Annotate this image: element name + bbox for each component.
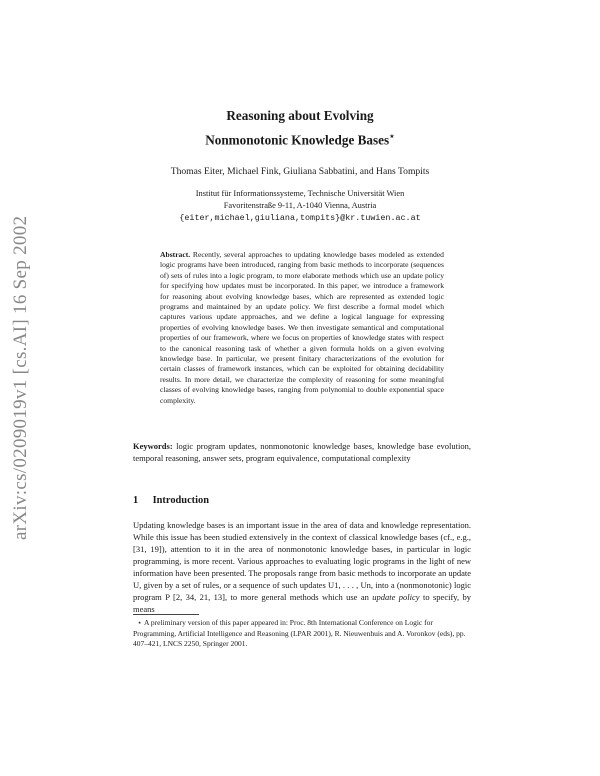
footnote-divider	[133, 614, 199, 615]
footnote-text: A preliminary version of this paper appeared in: Proc. 8th International Conference on Logic for Programming, Artificial Intelligence and Reasoning (LPAR 2001), R. Nieuwenhuis and A. Voronkov (eds), pp. 407–421, LNCS 2250, Springer 2001.	[133, 618, 466, 648]
introduction-paragraph	[133, 519, 471, 615]
footnote	[133, 618, 471, 650]
title-line-1: Reasoning about Evolving	[226, 108, 374, 123]
keywords-label: Keywords:	[133, 441, 173, 451]
arxiv-identifier: arXiv:cs/0209019v1 [cs.AI] 16 Sep 2002	[10, 215, 31, 540]
title-line-2	[120, 126, 480, 150]
address: Favoritenstraße 9-11, A-1040 Vienna, Austria	[223, 201, 377, 210]
keywords	[133, 440, 471, 464]
affiliation	[100, 188, 500, 224]
email-addresses: {eiter,michael,giuliana,tompits}@kr.tuwien.ac.at	[179, 213, 421, 223]
keywords-text: logic program updates, nonmonotonic knowledge bases, knowledge base evolution, temporal reasoning, answer sets, program equivalence, computational complexity	[133, 441, 472, 463]
intro-text-part1: Updating knowledge bases is an important issue in the area of data and knowledge representation. While this issue has been studied extensively in the context of classical knowledge bases (cf., e.g., [31, 19]), attention to it in the area of nonmonotonic knowledge bases, in particular in logic programming, is more recent. Various approaches to evaluating logic programs in the light of new information have been presented. The proposals range from basic methods to incorporate an update U, given by a set of rules, or a sequence of such updates U1, . . . , Un, into a (nonmonotonic) logic program P [2, 34, 21, 13], to more general methods which use an	[133, 520, 471, 602]
abstract	[160, 250, 444, 406]
section-heading	[133, 495, 471, 506]
arxiv-side-stamp	[8, 195, 32, 540]
section-number: 1	[133, 495, 139, 506]
section-title: Introduction	[152, 495, 210, 506]
institute: Institut für Informationssysteme, Technische Universität Wien	[195, 189, 405, 198]
author-list: Thomas Eiter, Michael Fink, Giuliana Sabbatini, and Hans Tompits	[170, 166, 430, 177]
title-footnote-marker: ⋆	[389, 131, 395, 141]
intro-emphasis: update policy	[372, 592, 420, 602]
footnote-marker: ⋆	[137, 618, 142, 627]
abstract-text: Recently, several approaches to updating knowledge bases modeled as extended logic programs have been introduced, ranging from basic methods to incorporate (sequences of) sets of rules into a logic program, to more elaborate methods which use an update policy for specifying how updates must be incorporated. In this paper, we introduce a framework for reasoning about evolving knowledge bases, which are represented as extended logic programs and maintained by an update policy. We first describe a formal model which captures various update approaches, and we define a logical language for expressing properties of evolving knowledge bases. We then investigate semantical and computational properties of our framework, where we focus on properties of knowledge states with respect to the canonical reasoning task of whether a given formula holds on a given evolving knowledge base. In particular, we present finitary characterizations of the evolution for certain classes of framework instances, which can be exploited for obtaining decidability results. In more detail, we characterize the complexity of reasoning for some meaningful classes of evolving knowledge bases, ranging from polynomial to double exponential space complexity.	[160, 250, 444, 405]
intro-text-part2: to specify, by means	[133, 592, 472, 614]
paper-title	[120, 106, 480, 150]
title-line-2-text: Nonmonotonic Knowledge Bases	[205, 132, 390, 148]
abstract-label: Abstract.	[160, 250, 191, 259]
